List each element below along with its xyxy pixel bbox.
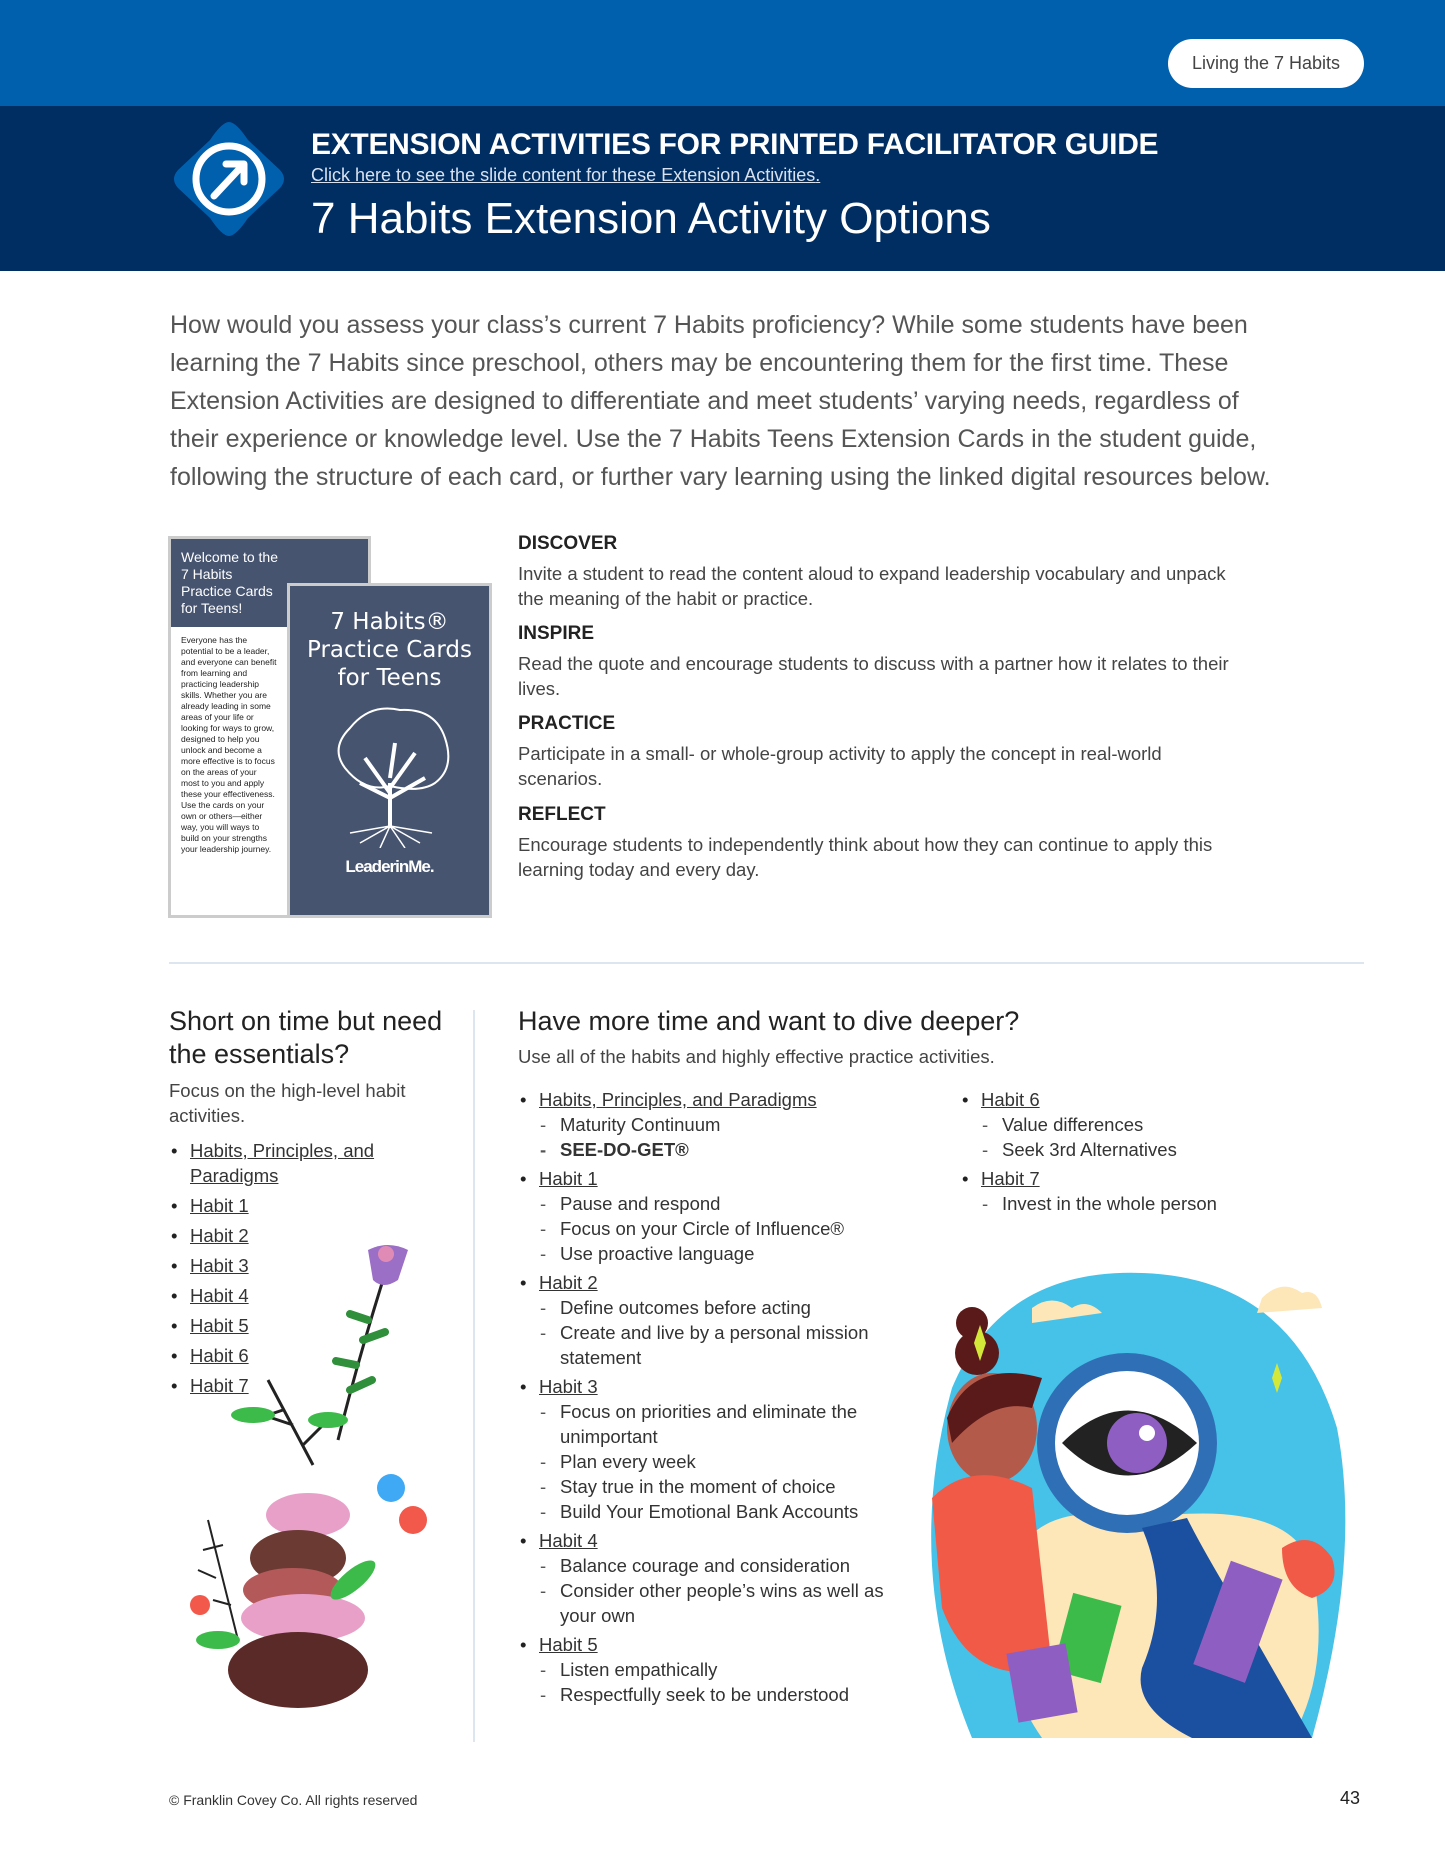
- column-divider: [473, 1010, 475, 1742]
- sub-item: - Balance courage and consideration: [518, 1553, 918, 1578]
- sub-item: - Focus on your Circle of Influence®: [518, 1216, 918, 1241]
- habit-link[interactable]: Habit 3: [190, 1255, 249, 1276]
- short-subtext: Focus on the high-level habit activities.: [169, 1080, 406, 1126]
- list-item: [960, 1166, 1360, 1191]
- section-text: Invite a student to read the content aloud to expand leadership vocabulary and unpack the meaning of the habit or practice.: [518, 563, 1226, 609]
- sub-item: - Invest in the whole person: [960, 1191, 1360, 1216]
- habit-link[interactable]: Habit 6: [981, 1089, 1040, 1110]
- habit-link[interactable]: Habits, Principles, and Paradigms: [190, 1140, 375, 1186]
- deep-list-col2: [960, 1087, 1360, 1216]
- card-front-title-line: for Teens: [337, 665, 442, 691]
- habit-link[interactable]: Habit 5: [539, 1634, 598, 1655]
- sub-item: - Value differences: [960, 1112, 1360, 1137]
- habit-link[interactable]: Habit 4: [539, 1530, 598, 1551]
- section-title: DISCOVER: [518, 533, 618, 554]
- section-pill[interactable]: Living the 7 Habits: [1168, 39, 1364, 88]
- list-item: [518, 1087, 918, 1112]
- page-title: 7 Habits Extension Activity Options: [311, 194, 991, 243]
- link-text[interactable]: Click here to see the slide content for these Extension Activities: [311, 165, 816, 185]
- habit-link[interactable]: Habit 6: [190, 1345, 249, 1366]
- list-item: [960, 1087, 1360, 1112]
- section-title: INSPIRE: [518, 623, 595, 644]
- list-item: [169, 1138, 429, 1188]
- flowers-rocks-illustration: [178, 1240, 448, 1710]
- sub-item: - Listen empathically: [518, 1657, 918, 1682]
- sub-item: - Build Your Emotional Bank Accounts: [518, 1499, 918, 1524]
- habit-link[interactable]: Habit 7: [981, 1168, 1040, 1189]
- habit-link[interactable]: Habit 4: [190, 1285, 249, 1306]
- leader-in-me-logo: LeaderinMe.: [345, 857, 434, 876]
- habit-link[interactable]: Habit 3: [539, 1376, 598, 1397]
- sub-item: - SEE-DO-GET®: [518, 1137, 918, 1162]
- page-number: 43: [1340, 1788, 1361, 1808]
- habit-link[interactable]: Habit 7: [190, 1375, 249, 1396]
- sub-item: - Define outcomes before acting: [518, 1295, 918, 1320]
- sub-item: - Create and live by a personal mission statement: [518, 1320, 918, 1370]
- section-title: PRACTICE: [518, 713, 616, 734]
- card-back-body: Everyone has the potential to be a leader, and everyone can benefit from learning and practicing leadership skills. Whether you are already leading in some areas of your life or looking for ways to grow, designed to help you unlock and become a more effective is to focus on the areas of your most to you and apply these your effectiveness. Use the cards on your own or others—either way, you will ways to build on your strengths your leadership journey.: [181, 635, 277, 854]
- sub-item: - Plan every week: [518, 1449, 918, 1474]
- sub-item: - Seek 3rd Alternatives: [960, 1137, 1360, 1162]
- section-practice: [518, 713, 1248, 791]
- habit-link[interactable]: Habit 2: [190, 1225, 249, 1246]
- tree-icon: [320, 698, 460, 848]
- card-back-title-line: 7 Habits Practice Cards: [181, 566, 273, 599]
- section-reflect: [518, 804, 1248, 882]
- card-front-title-line: 7 Habits®: [330, 609, 449, 635]
- kicker-heading: EXTENSION ACTIVITIES FOR PRINTED FACILITATOR GUIDE: [311, 128, 1159, 161]
- arrow-up-right-circle-icon: [168, 118, 290, 240]
- card-front: [287, 583, 492, 918]
- sub-item: - Maturity Continuum: [518, 1112, 918, 1137]
- deep-heading: Have more time and want to dive deeper?: [518, 1006, 1020, 1036]
- deep-subtext: Use all of the habits and highly effective practice activities.: [518, 1046, 995, 1067]
- deep-list-col1: [518, 1087, 918, 1707]
- divider: [169, 962, 1364, 964]
- habit-link[interactable]: Habit 1: [190, 1195, 249, 1216]
- section-text: Participate in a small- or whole-group activity to apply the concept in real-world scenarios.: [518, 743, 1162, 789]
- list-item: [169, 1193, 429, 1218]
- section-text: Encourage students to independently think about how they can continue to apply this learning today and every day.: [518, 834, 1213, 880]
- list-item: [518, 1374, 918, 1399]
- habit-link[interactable]: Habit 5: [190, 1315, 249, 1336]
- practice-cards-image: [168, 536, 492, 918]
- list-item: [518, 1528, 918, 1553]
- link-suffix: .: [815, 165, 821, 185]
- section-title: REFLECT: [518, 804, 606, 825]
- sub-item: - Pause and respond: [518, 1191, 918, 1216]
- habit-link[interactable]: Habits, Principles, and Paradigms: [539, 1089, 817, 1110]
- list-item: [518, 1166, 918, 1191]
- card-back-title-line: for Teens!: [181, 600, 243, 616]
- copyright: © Franklin Covey Co. All rights reserved: [169, 1792, 418, 1808]
- sub-item: - Consider other people’s wins as well as your own: [518, 1578, 918, 1628]
- sub-item: - Stay true in the moment of choice: [518, 1474, 918, 1499]
- card-front-title-line: Practice Cards: [307, 637, 472, 663]
- sub-item: - Use proactive language: [518, 1241, 918, 1266]
- section-discover: [518, 533, 1248, 611]
- list-item: [518, 1632, 918, 1657]
- habit-link[interactable]: Habit 1: [539, 1168, 598, 1189]
- short-heading: Short on time but need the essentials?: [169, 1006, 443, 1069]
- section-inspire: [518, 623, 1248, 701]
- intro-paragraph: How would you assess your class’s current 7 Habits proficiency? While some students have been learning the 7 Habits since preschool, others may be encountering them for the first time. These Extension Activities are designed to differentiate and meet students’ varying needs, regardless of their experience or knowledge level. Use the 7 Habits Teens Extension Cards in the student guide, following the structure of each card, or further vary learning using the linked digital resources below.: [170, 311, 1271, 491]
- habit-link[interactable]: Habit 2: [539, 1272, 598, 1293]
- sub-item: - Focus on priorities and eliminate the unimportant: [518, 1399, 918, 1449]
- magnifying-glass-illustration: [912, 1268, 1362, 1743]
- slide-content-link[interactable]: [311, 165, 820, 186]
- section-text: Read the quote and encourage students to discuss with a partner how it relates to their lives.: [518, 653, 1229, 699]
- sub-item: - Respectfully seek to be understood: [518, 1682, 918, 1707]
- card-back-title-line: Welcome to the: [181, 549, 279, 565]
- list-item: [518, 1270, 918, 1295]
